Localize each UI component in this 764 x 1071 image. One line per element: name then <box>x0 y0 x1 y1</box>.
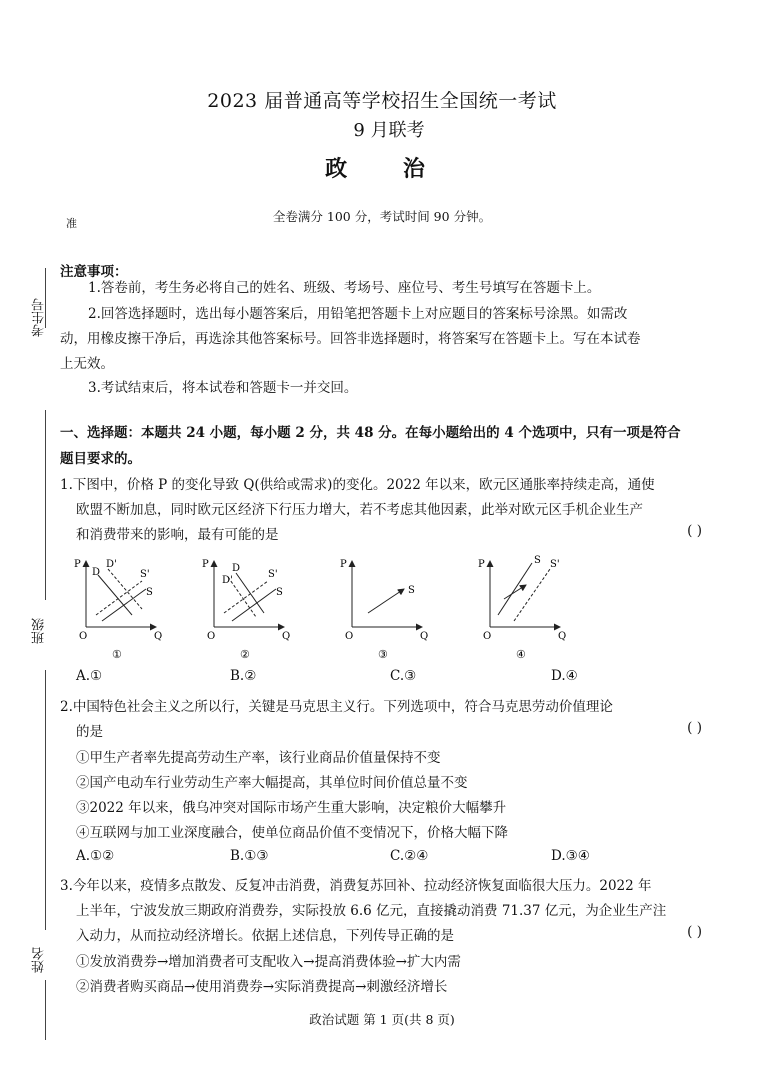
supply-curve-shifted <box>514 569 550 621</box>
q3-item: ②消费者购买商品→使用消费券→实际消费提高→刺激经济增长 <box>76 979 448 995</box>
q1-answer-paren: ( ) <box>687 523 702 539</box>
graph-4 <box>478 555 566 661</box>
q1-option-b: B.② <box>230 668 257 684</box>
curve-label-d: D <box>92 567 101 578</box>
sidebar-name: 姓名 <box>32 947 47 973</box>
margin-line <box>45 670 46 930</box>
graph-number: ④ <box>516 648 526 661</box>
q3-line: 上半年，宁波发放三期政府消费券，实际投放 6.6 亿元，直接撬动消费 71.37 亿元，为企业生产注 <box>76 903 667 919</box>
shift-arrow <box>504 585 526 599</box>
notice-item: 1.答卷前，考生务必将自己的姓名、班级、考场号、座位号、考生号填写在答题卡上。 <box>88 280 601 296</box>
axis-label-p: P <box>478 559 485 570</box>
curve-label-s2: S' <box>550 559 560 570</box>
q1-option-c: C.③ <box>390 668 417 684</box>
q2-option-b: B.①③ <box>230 848 269 864</box>
graph-1 <box>74 559 162 661</box>
q2-option-d: D.③④ <box>551 848 590 864</box>
q2-line: 2.中国特色社会主义之所以行，关键是马克思主义行。下列选项中，符合马克思劳动价值理论 <box>60 699 613 715</box>
q3-answer-paren: ( ) <box>687 924 702 940</box>
notice-item: 上无效。 <box>60 356 114 372</box>
curve-label-d: D <box>232 563 241 574</box>
section-line: 一、选择题：本题共 24 小题，每小题 2 分，共 48 分。在每小题给出的 4 个选项中，只有一项是符合 <box>60 425 681 441</box>
q2-option-c: C.②④ <box>390 848 429 864</box>
q1-line: 和消费带来的影响，最有可能的是 <box>76 527 279 543</box>
graph-number: ② <box>240 648 250 661</box>
question-3 <box>60 874 710 949</box>
q2-option-a: A.①② <box>76 848 115 864</box>
q3-line: 入动力，从而拉动经济增长。依据上述信息，下列传导正确的是 <box>76 928 454 944</box>
supply-curve-shifted <box>96 581 142 615</box>
curve-label-s: S <box>146 587 153 598</box>
origin-label: O <box>345 631 354 642</box>
supply-curve <box>498 563 532 615</box>
notice-item: 动，用橡皮擦干净后，再选涂其他答案标号。回答非选择题时，将答案写在答题卡上。写在本试卷 <box>60 331 641 347</box>
q1-option-a: A.① <box>76 668 103 684</box>
curve-label-d2: D' <box>106 559 117 570</box>
demand-curve <box>236 573 264 613</box>
axis-label-q: Q <box>154 631 163 642</box>
curve-label-s2: S' <box>140 569 150 580</box>
margin-line <box>45 410 46 600</box>
score-note: 全卷满分 100 分，考试时间 90 分钟。 <box>272 209 492 224</box>
notice-item: 3.考试结束后，将本试卷和答题卡一并交回。 <box>88 380 358 396</box>
q2-items <box>76 746 696 846</box>
origin-label: O <box>79 631 88 642</box>
axis-label-p: P <box>202 559 209 570</box>
q2-line: 的是 <box>76 724 103 740</box>
q1-option-d: D.④ <box>551 668 578 684</box>
q1-line: 欧盟不断加息，同时欧元区经济下行压力增大，若不考虑其他因素，此举对欧元区手机企业生产 <box>76 502 643 518</box>
sidebar-exam-no: 考生号 <box>32 298 47 337</box>
curve-label-s2: S' <box>268 569 278 580</box>
axis-label-q: Q <box>282 631 291 642</box>
q1-graphs <box>70 555 710 665</box>
demand-curve <box>98 575 132 615</box>
graph-number: ① <box>112 648 122 661</box>
curve-label-s: S <box>408 585 415 596</box>
axis-label-p: P <box>340 559 347 570</box>
exam-title: 2023 届普通高等学校招生全国统一考试 <box>207 90 557 112</box>
stray-mark: 准 <box>66 217 77 230</box>
q2-item: ②国产电动车行业劳动生产率大幅提高，其单位时间价值总量不变 <box>76 775 468 791</box>
exam-subtitle: 9 月联考 <box>353 120 425 141</box>
origin-label: O <box>207 631 216 642</box>
supply-curve <box>232 589 276 621</box>
section-line: 题目要求的。 <box>60 451 141 467</box>
q3-line: 3.今年以来，疫情多点散发、反复冲击消费，消费复苏回补、拉动经济恢复面临很大压力。2022 年 <box>60 878 652 894</box>
graph-3 <box>340 559 428 661</box>
axis-label-p: P <box>74 559 81 570</box>
subject-title: 政 治 <box>325 156 449 182</box>
q3-items <box>76 950 696 1000</box>
graph-number: ③ <box>378 648 388 661</box>
supply-arrow <box>368 589 404 613</box>
sidebar-class: 班级 <box>32 618 47 644</box>
q2-item: ③2022 年以来，俄乌冲突对国际市场产生重大影响，决定粮价大幅攀升 <box>76 800 507 816</box>
question-1 <box>60 473 710 548</box>
curve-label-s: S <box>534 555 541 566</box>
page-footer: 政治试题 第 1 页(共 8 页) <box>309 1012 455 1027</box>
section-heading <box>60 420 710 472</box>
question-2 <box>60 695 710 745</box>
notice-heading: 注意事项： <box>60 264 128 280</box>
axis-label-q: Q <box>420 631 429 642</box>
q2-item: ④互联网与加工业深度融合，使单位商品价值不变情况下，价格大幅下降 <box>76 825 508 841</box>
notice-item: 2.回答选择题时，选出每小题答案后，用铅笔把答题卡上对应题目的答案标号涂黑。如需改 <box>88 306 628 322</box>
curve-label-d2: D' <box>222 575 233 586</box>
q2-item: ①甲生产者率先提高劳动生产率，该行业商品价值量保持不变 <box>76 750 441 766</box>
demand-curve-shifted <box>108 569 142 609</box>
q1-line: 1.下图中，价格 P 的变化导致 Q(供给或需求)的变化。2022 年以来，欧元区通胀率持续走高，通使 <box>60 477 655 493</box>
q3-item: ①发放消费券→增加消费者可支配收入→提高消费体验→扩大内需 <box>76 954 461 970</box>
curve-label-s: S <box>276 587 283 598</box>
graph-2 <box>202 559 290 661</box>
origin-label: O <box>483 631 492 642</box>
q2-answer-paren: ( ) <box>687 720 702 736</box>
axis-label-q: Q <box>558 631 567 642</box>
